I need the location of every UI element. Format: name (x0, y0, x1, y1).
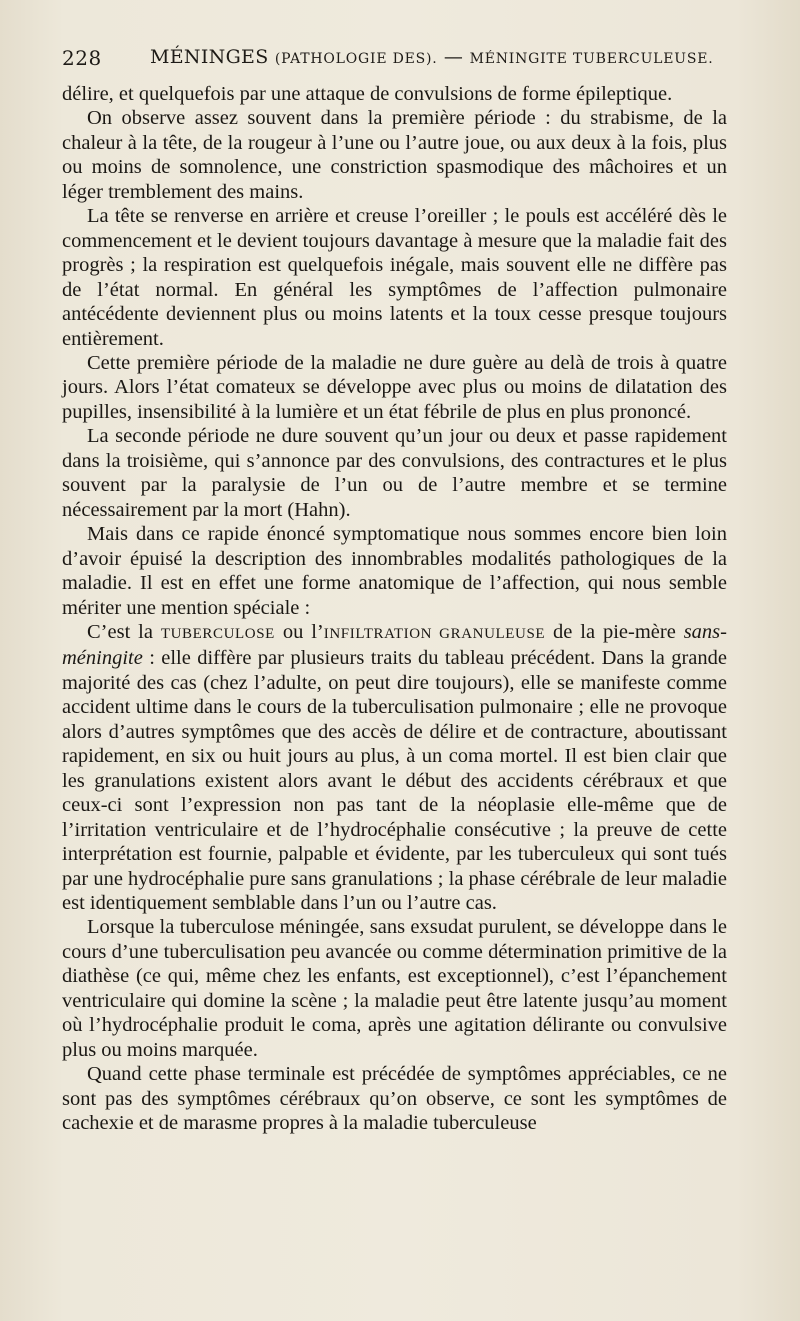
running-head (62, 46, 742, 76)
section-title: MÉNINGITE TUBERCULEUSE. (469, 51, 714, 67)
running-title (150, 46, 714, 68)
page-number: 228 (62, 46, 102, 70)
title-main: MÉNINGES (150, 46, 269, 68)
paragraph-9: Quand cette phase terminale est précédée de symptômes appréciables, ce ne sont pas des symptômes cérébraux qu’on observe, ce sont les symptômes de cachexie et de marasme propres à la maladie tuberculeuse (62, 1063, 727, 1135)
p7-post: : elle diffère par plusieurs traits du tableau précédent. Dans la grande majorité des cas (chez l’adulte, on peut dire toujours), elle se manifeste comme accident ultime dans le cours de la tuberculisation pulmonaire ; elle ne provoque alors d’autres symptômes que des accès de délire et de contracture, aboutissant rapidement, en six ou huit jours au plus, à un coma mortel. Il est bien clair que les granulations existent alors avant le début des accidents cérébraux et que ceux-ci sont l’expression non pas tant de la néoplasie elle-même que de l’irritation ventriculaire et de l’hydrocéphalie consécutive ; la preuve de cette interprétation est fournie, palpable et évidente, par les tuberculeux qui sont tués par une hydrocéphalie pure sans granulations ; la phase cérébrale de leur maladie est identiquement semblable dans l’un ou l’autre cas. (62, 647, 727, 914)
term-sans-meningite: sans-méningite (62, 620, 727, 670)
paragraph-4: Cette première période de la maladie ne dure guère au delà de trois à quatre jours. Alors l’état comateux se développe avec plus ou moins de dilatation des pupilles, insensibilité à la lumière et un état fébrile de plus en plus prononcé. (62, 351, 727, 423)
title-sub: (PATHOLOGIE DES). (274, 51, 438, 67)
paragraph-1: délire, et quelquefois par une attaque de convulsions de forme épileptique. (62, 83, 673, 105)
p7-mid1: ou l’ (274, 620, 324, 643)
paragraph-7 (62, 620, 727, 915)
term-tuberculose: TUBERCULOSE (160, 625, 275, 642)
term-infiltration-granuleuse: INFILTRATION GRANULEUSE (323, 625, 546, 642)
paragraph-3: La tête se renverse en arrière et creuse l’oreiller ; le pouls est accéléré dès le commencement et le devient toujours davantage à mesure que la maladie fait des progrès ; la respiration est quelquefois inégale, mais souvent elle ne diffère pas de l’état normal. En général les symptômes de l’affection pulmonaire antécédente deviennent plus ou moins latents et la toux cesse presque toujours entièrement. (62, 205, 727, 350)
p7-mid2: de la pie-mère (545, 620, 684, 643)
paragraph-8: Lorsque la tuberculose méningée, sans exsudat purulent, se développe dans le cours d’une tuberculisation peu avancée ou comme détermination primitive de la diathèse (ce qui, même chez les enfants, est exceptionnel), c’est l’épanchement ventriculaire qui domine la scène ; la maladie peut être latente jusqu’au moment où l’hydrocéphalie produit le coma, après une agitation délirante ou convulsive plus ou moins marquée. (62, 916, 727, 1061)
body-text (62, 82, 727, 1135)
title-dash: — (443, 46, 464, 68)
paragraph-6: Mais dans ce rapide énoncé symptomatique nous sommes encore bien loin d’avoir épuisé la description des innombrables modalités pathologiques de la maladie. Il est en effet une forme anatomique de l’affection, qui nous semble mériter une mention spéciale : (62, 523, 727, 619)
paragraph-2: On observe assez souvent dans la première période : du strabisme, de la chaleur à la tête, de la rougeur à l’une ou l’autre joue, ou aux deux à la fois, plus ou moins de somnolence, une constriction spasmodique des mâchoires et un léger tremblement des mains. (62, 107, 727, 203)
p7-pre: C’est la (87, 620, 161, 643)
paragraph-5: La seconde période ne dure souvent qu’un jour ou deux et passe rapidement dans la troisième, qui s’annonce par des convulsions, des contractures et le plus souvent par la paralysie de l’un ou de l’autre membre et se termine nécessairement par la mort (Hahn). (62, 425, 727, 521)
